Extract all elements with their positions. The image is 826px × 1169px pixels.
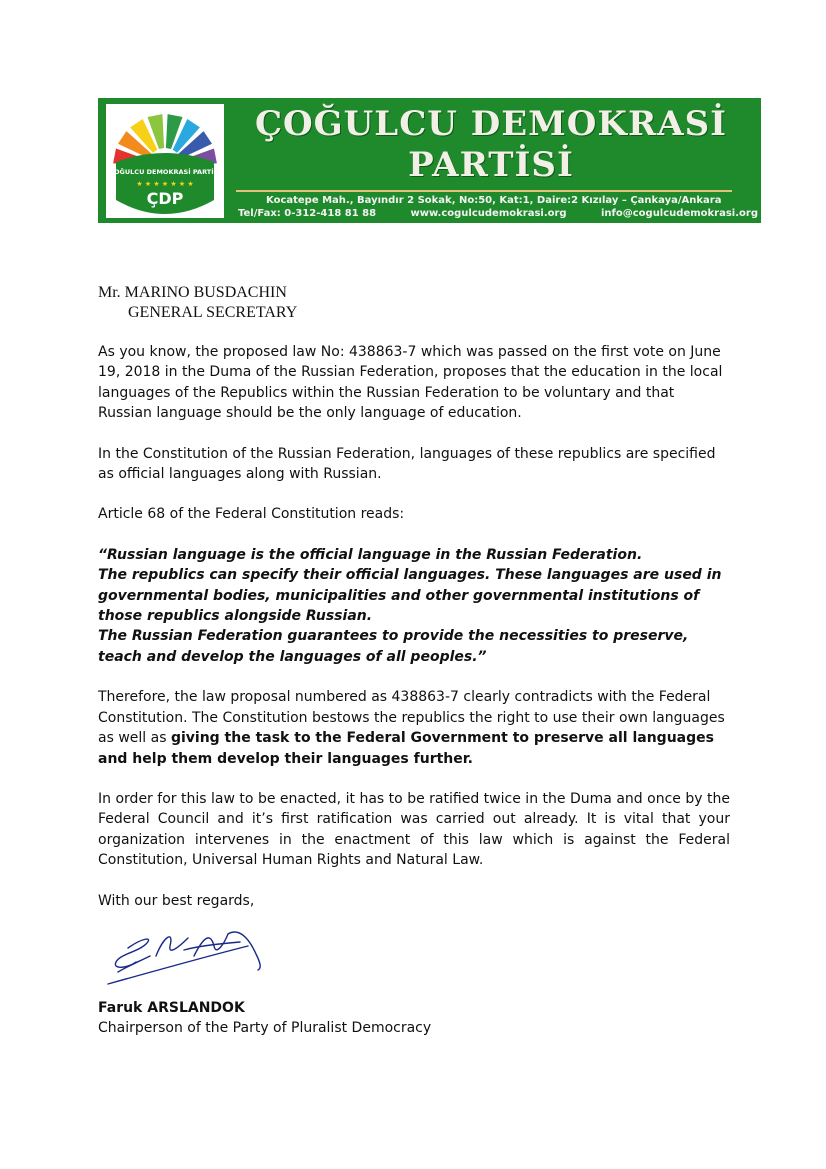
paragraph-article: Article 68 of the Federal Constitution reads:	[98, 506, 405, 523]
handwritten-signature	[98, 916, 498, 996]
paragraph-contradiction	[98, 687, 730, 769]
contradiction-emphasis: giving the task to the Federal Government to preserve all languages and help them develop their languages further.	[98, 730, 714, 767]
logo-stars: ★ ★ ★ ★ ★ ★ ★	[136, 180, 194, 188]
party-name-line1: ÇOĞULCU DEMOKRASİ	[254, 104, 728, 144]
closing-line: With our best regards,	[98, 892, 255, 909]
party-contact-row	[238, 208, 758, 219]
quote-line-3: The Russian Federation guarantees to provide the necessities to preserve, teach and develop the languages of all peoples.”	[98, 628, 689, 665]
letterhead-banner	[98, 98, 761, 223]
party-telfax: Tel/Fax: 0-312-418 81 88	[238, 208, 377, 219]
party-email: info@cogulcudemokrasi.org	[600, 208, 758, 219]
party-name-line2: PARTİSİ	[408, 145, 574, 185]
party-name	[226, 104, 756, 186]
recipient-block	[98, 283, 297, 323]
recipient-name: Mr. MARINO BUSDACHIN	[98, 284, 287, 301]
party-address: Kocatepe Mah., Bayındır 2 Sokak, No:50, Kat:1, Daire:2 Kızılay – Çankaya/Ankara	[266, 195, 722, 206]
letter-body	[98, 342, 730, 931]
paragraph-intro: As you know, the proposed law No: 438863-7 which was passed on the first vote on June 19, 2018 in the Duma of the Russian Federation, proposes that the education in the local languages of the Republics within the Russian Federation to be voluntary and that Russian language should be the only language of education.	[98, 344, 723, 422]
paragraph-constitution: In the Constitution of the Russian Federation, languages of these republics are specified as official languages along with Russian.	[98, 445, 716, 483]
article-quote	[98, 545, 730, 667]
signatory-role: Chairperson of the Party of Pluralist Democracy	[98, 1020, 432, 1036]
signatory-name: Faruk ARSLANDOK	[98, 1000, 245, 1016]
quote-line-2: The republics can specify their official languages. These languages are used in governmental bodies, municipalities and other governmental institutions of those republics alongside Russian.	[98, 567, 722, 625]
logo-arc-text: ÇOĞULCU DEMOKRASİ PARTİSİ	[109, 168, 221, 176]
contradiction-text: Therefore, the law proposal numbered as 438863-7 clearly contradicts with the Federal Constitution. The Constitution bestows the republics the right to use their own languages as well as	[98, 689, 725, 747]
recipient-title: GENERAL SECRETARY	[128, 304, 298, 321]
paragraph-request: In order for this law to be enacted, it has to be ratified twice in the Duma and once by the Federal Council and it’s first ratification was carried out already. It is vital that your organization intervenes in the enactment of this law which is against the Federal Constitution, Universal Human Rights and Natural Law.	[98, 790, 730, 869]
letterhead-divider	[236, 190, 732, 192]
party-website: www.cogulcudemokrasi.org	[410, 208, 567, 219]
quote-line-1: “Russian language is the official language in the Russian Federation.	[98, 546, 643, 563]
party-logo	[106, 104, 224, 218]
logo-abbreviation: ÇDP	[146, 189, 184, 208]
